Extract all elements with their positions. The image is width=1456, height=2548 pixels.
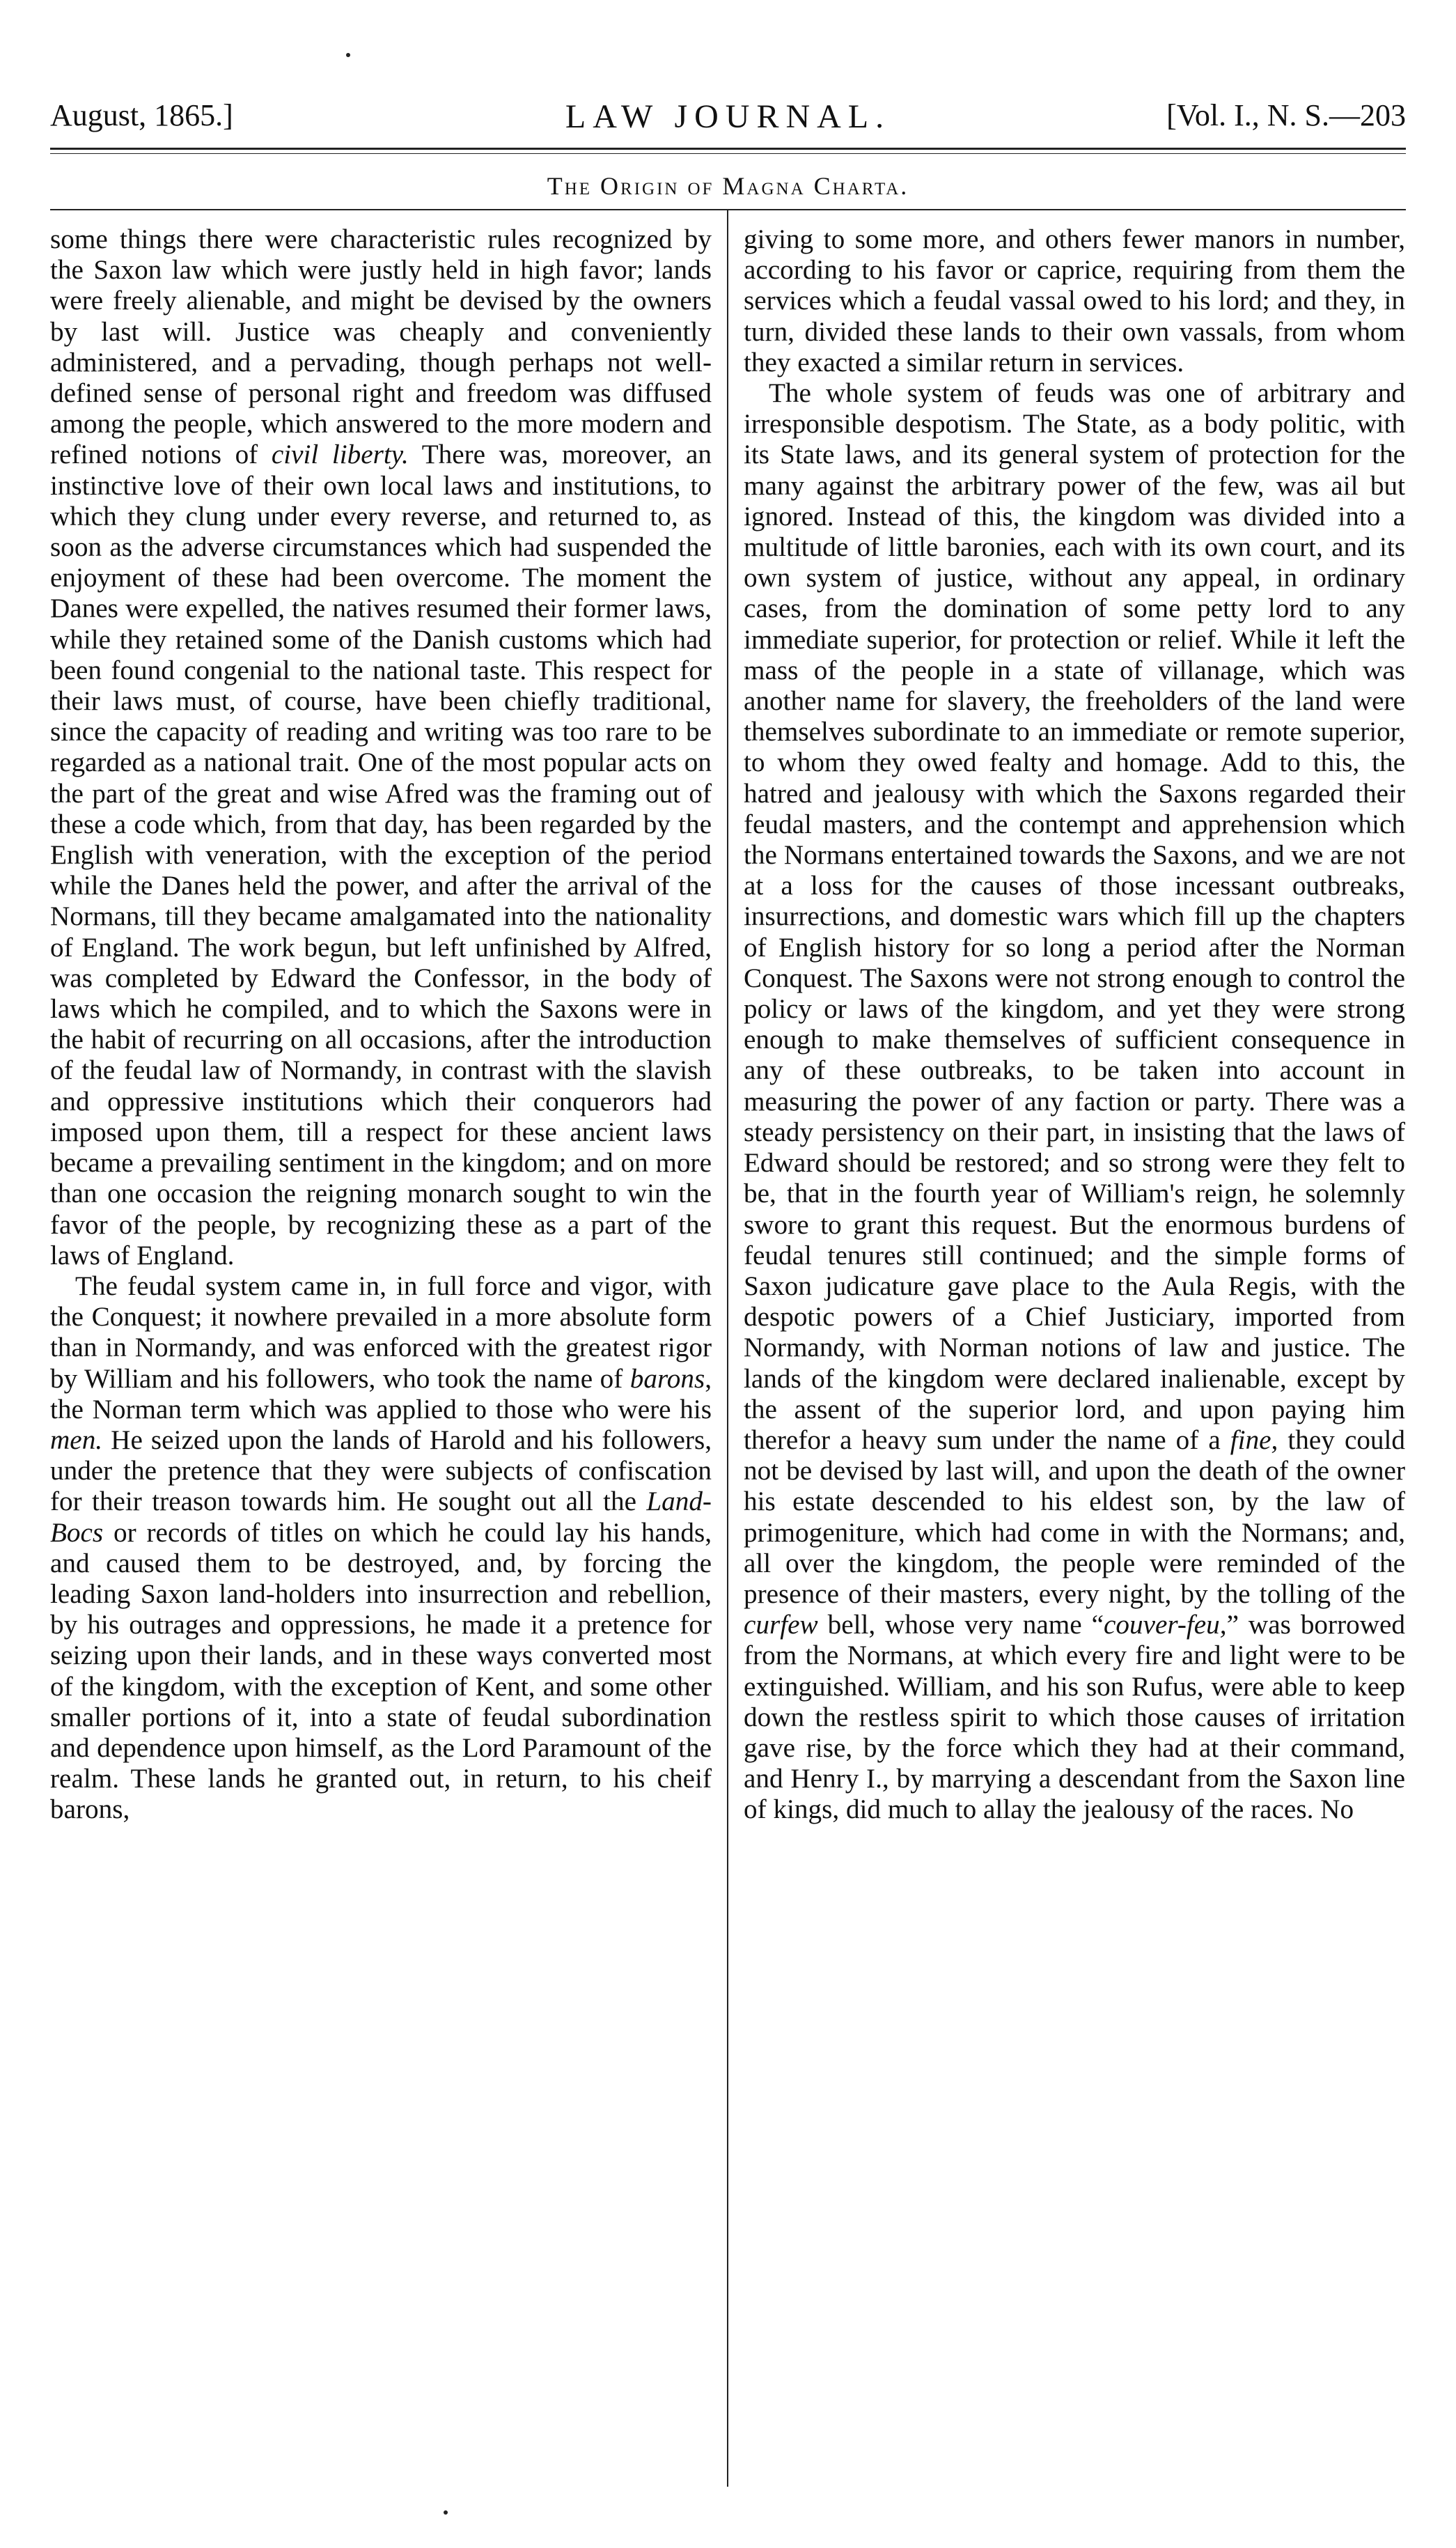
print-speck bbox=[444, 2510, 448, 2515]
left-paragraph-2: The feudal system came in, in full force and vigor, with the Conquest; it nowhere prevailed in a more absolute form than in Normandy, and was enforced with the greatest rigor by William and his followers, who took the name of barons, the Norman term which was applied to those who were his men. He seized upon the lands of Harold and his followers, under the pretence that they were subjects of confiscation for their treason towards him. He sought out all the Land-Bocs or records of titles on which he could lay his hands, and caused them to be destroyed, and, by forcing the leading Saxon land-holders into insurrection and rebellion, by his outrages and oppressions, he made it a pretence for seizing upon their lands, and in these ways converted most of the kingdom, with the exception of Kent, and some other smaller portions of it, into a state of feudal subordination and dependence upon himself, as the Lord Paramount of the realm. These lands he granted out, in return, to his cheif barons, bbox=[50, 1271, 712, 1825]
header-rule-thin bbox=[50, 153, 1406, 154]
column-divider bbox=[727, 209, 728, 2487]
left-column bbox=[50, 224, 712, 1826]
header-journal-title: LAW JOURNAL. bbox=[565, 98, 891, 135]
section-title: The Origin of Magna Charta. bbox=[547, 172, 909, 200]
right-paragraph-1: giving to some more, and others fewer manors in number, according to his favor or caprice, requiring from them the services which a feudal vassal owed to his lord; and they, in turn, divided these lands to their own vassals, from whom they exacted a similar return in services. bbox=[744, 224, 1405, 378]
running-header bbox=[50, 98, 1406, 146]
left-paragraph-1: some things there were characteristic rules recognized by the Saxon law which were justly held in high favor; lands were freely alienable, and might be devised by the owners by last will. Justice was cheaply and conveniently administered, and a pervading, though perhaps not well-defined sense of personal right and freedom was diffused among the people, which answered to the more modern and refined notions of civil liberty. There was, moreover, an instinctive love of their own local laws and institutions, to which they clung under every reverse, and returned to, as soon as the adverse circumstances which had suspended the enjoyment of these had been overcome. The moment the Danes were expelled, the natives resumed their former laws, while they retained some of the Danish customs which had been found congenial to the national taste. This respect for their laws must, of course, have been chiefly traditional, since the capacity of reading and writing was too rare to be regarded as a national trait. One of the most popular acts on the part of the great and wise Afred was the framing out of these a code which, from that day, has been regarded by the English with veneration, with the exception of the period while the Danes held the power, and after the arrival of the Normans, till they became amalgamated into the nationality of England. The work begun, but left unfinished by Alfred, was completed by Edward the Confessor, in the body of laws which he compiled, and to which the Saxons were in the habit of recurring on all occasions, after the introduction of the feudal law of Normandy, in contrast with the slavish and oppressive institutions which their conquerors had imposed upon them, till a respect for these ancient laws became a prevailing sentiment in the kingdom; and on more than one occasion the reigning monarch sought to win the favor of the people, by recognizing these as a part of the laws of England. bbox=[50, 224, 712, 1271]
right-column bbox=[744, 224, 1405, 1826]
header-date: August, 1865.] bbox=[50, 98, 233, 132]
right-paragraph-2: The whole system of feuds was one of arbitrary and irresponsible despotism. The State, as a body politic, with its State laws, and its general system of protection for the many against the arbitrary power of the few, was ail but ignored. Instead of this, the kingdom was divided into a multitude of little baronies, each with its own court, and its own system of justice, without any appeal, in ordinary cases, from the domination of some petty lord to any immediate superior, for protection or relief. While it left the mass of the people in a state of villanage, which was another name for slavery, the freeholders of the land were themselves subordinate to an immediate or remote superior, to whom they owed fealty and homage. Add to this, the hatred and jealousy with which the Saxons regarded their feudal masters, and the contempt and apprehension which the Normans entertained towards the Saxons, and we are not at a loss for the causes of those incessant outbreaks, insurrections, and domestic wars which fill up the chapters of English history for so long a period after the Norman Conquest. The Saxons were not strong enough to control the policy or laws of the kingdom, and yet they were strong enough to make themselves of sufficient consequence in any of these outbreaks, to be taken into account in measuring the power of any faction or party. There was a steady persistency on their part, in insisting that the laws of Edward should be restored; and so strong were they felt to be, that in the fourth year of William's reign, he solemnly swore to grant this request. But the enormous burdens of feudal tenures still continued; and the simple forms of Saxon judicature gave place to the Aula Regis, with the despotic powers of a Chief Justiciary, imported from Normandy, with Norman notions of law and justice. The lands of the kingdom were declared inalienable, except by the assent of the superior lord, and upon paying him therefor a heavy sum under the name of a fine, they could not be devised by last will, and upon the death of the owner his estate descended to his eldest son, by the law of primogeniture, which had come in with the Normans; and, all over the kingdom, the people were reminded of the presence of their masters, every night, by the tolling of the curfew bell, whose very name “couver-feu,” was borrowed from the Normans, at which every fire and light were to be extinguished. William, and his son Rufus, were able to keep down the restless spirit to which those causes of irritation gave rise, by the force which they had at their command, and Henry I., by marrying a descendant from the Saxon line of kings, did much to allay the jealousy of the races. No bbox=[744, 378, 1406, 1825]
print-speck bbox=[346, 53, 350, 57]
header-rule-thick bbox=[50, 148, 1406, 150]
header-volume-page: [Vol. I., N. S.—203 bbox=[1166, 98, 1406, 132]
